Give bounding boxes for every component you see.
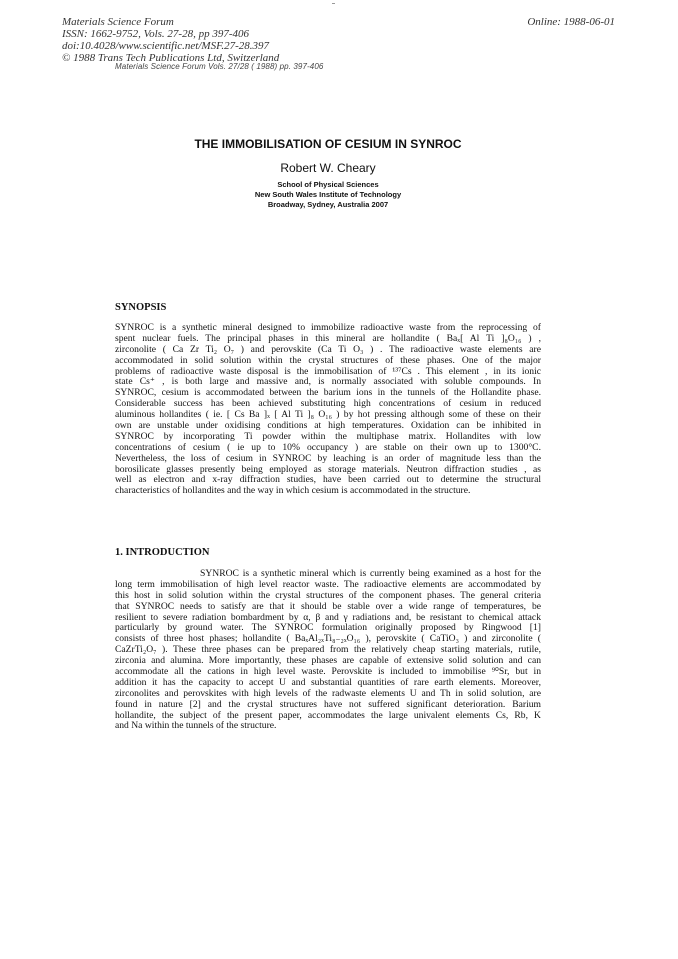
introduction-line: found in nature [2] and the crystal structures have not suffered significant deterioration. Barium [115,699,541,710]
introduction-line: hollandite, the subject of the present paper, accommodates the large univalent elements Cs, Rb, K [115,710,541,721]
synopsis-line: own are unstable under oxidising conditions at high temperatures. Oxidation can be inhibited in [115,421,541,432]
synopsis-line: zirconolite ( Ca Zr Ti₂ O₇ ) and perovskite (Ca Ti O₃ ) . The radioactive waste elements are [115,344,541,355]
synopsis-line: state Cs⁺ , is both large and massive and, is normally associated with soluble compounds. In [115,377,541,388]
online-date: Online: 1988-06-01 [527,16,615,28]
synopsis-line: borosilicate glasses presently being employed as storage materials. Neutron diffraction studies , as [115,464,541,475]
introduction-line: addition it has the capacity to accept U and substantial quantities of rare earth elements. Moreover, [115,677,541,688]
synopsis-line: accommodated in solid solution within the crystal structures of these phases. One of the major [115,355,541,366]
introduction-line: SYNROC is a synthetic mineral which is currently being examined as a host for the [200,569,541,579]
introduction-line: particularly by ground water. The SYNROC formulation originally proposed by Ringwood [1] [115,623,541,634]
introduction-line: accommodate all the cations in high level waste. Perovskite is included to immobilise ⁹⁰Sr, but in [115,667,541,678]
introduction-line: zirconia and alumina. More importantly, these phases are capable of extensive solid solution and can [115,656,541,667]
introduction-line: zirconolites and perovskites with high levels of the radwaste elements U and Th in solid solution, are [115,688,541,699]
synopsis-line: SYNROC, cesium is accommodated between the barium ions in the tunnels of the Hollandite phase. [115,388,541,399]
synopsis-line: SYNROC is a synthetic mineral designed to immobilize radioactive waste from the reprocessing of [115,323,541,333]
affiliation-line: Broadway, Sydney, Australia 2007 [267,200,389,209]
journal-name: Materials Science Forum [62,16,174,28]
synopsis-line: aluminous hollandites ( ie. [ Cs Ba ]ₓ [ Al Ti ]₈ O₁₆ ) by hot pressing although some of these on their [115,410,541,421]
synopsis-line: well as electron and x-ray diffraction studies, have been carried out to determine the structural [115,475,541,486]
introduction-line: and Na within the tunnels of the structure. [115,721,277,732]
publication-info [62,16,279,64]
synopsis-line: spent nuclear fuels. The principal phases in this mineral are hollandite ( Baₓ[ Al Ti ]₈O₁₆ ) , [115,333,541,344]
introduction-text [115,569,541,732]
synopsis-line: Considerable success has been achieved substituting high concentrations of cesium in reduced [115,399,541,410]
synopsis-line: characteristics of hollandites and the way in which cesium is accommodated in the structure. [115,486,471,497]
volume-stamp: Materials Science Forum Vols. 27/28 ( 1988) pp. 397-406 [115,62,324,71]
doi-line[interactable]: doi:10.4028/www.scientific.net/MSF.27-28.397 [62,40,270,52]
introduction-line: this host in solid solution within the crystal structures of the component phases. The general criteria [115,590,541,601]
introduction-line: that SYNROC needs to satisfy are that it should be stable over a wide range of temperatures, be [115,601,541,612]
introduction-heading: 1. INTRODUCTION [115,547,210,558]
issn-line: ISSN: 1662-9752, Vols. 27-28, pp 397-406 [62,28,249,40]
introduction-line: CaZrTi₂O₇ ). These three phases can be prepared from the relatively cheap starting materials, rutile, [115,645,541,656]
synopsis-line: Nevertheless, the loss of cesium in SYNROC by leaching is an order of magnitude less than the [115,453,541,464]
synopsis-line: SYNROC by incorporating Ti powder within the multiphase matrix. Hollandites with low [115,431,541,442]
synopsis-line: problems of radioactive waste disposal is the immobilisation of ¹³⁷Cs . This element , in its ionic [115,366,541,377]
affiliation-line: School of Physical Sciences [277,180,379,189]
paper-title: THE IMMOBILISATION OF CESIUM IN SYNROC [194,137,462,151]
affiliation [115,180,541,210]
copyright-line: © 1988 Trans Tech Publications Ltd, Switzerland [62,52,280,64]
synopsis-text [115,323,541,497]
author-name: Robert W. Cheary [280,161,376,175]
scan-speck [332,3,335,4]
introduction-line: consists of three host phases; hollandite ( BaₓAl₂ₓTi₈₋₂ₓO₁₆ ), perovskite ( CaTiO₃ ) and zirconolite ( [115,634,541,645]
introduction-line: long term immobilisation of high level reactor waste. The radioactive elements are accommodated by [115,579,541,590]
synopsis-line: concentrations of cesium ( ie up to 10% occupancy ) are stable on their own up to 1300°C. [115,442,541,453]
synopsis-heading: SYNOPSIS [115,302,167,313]
affiliation-line: New South Wales Institute of Technology [254,190,402,199]
introduction-line: resilient to severe radiation bombardment by α, β and γ radiations and, be resistant to chemical attack [115,612,541,623]
